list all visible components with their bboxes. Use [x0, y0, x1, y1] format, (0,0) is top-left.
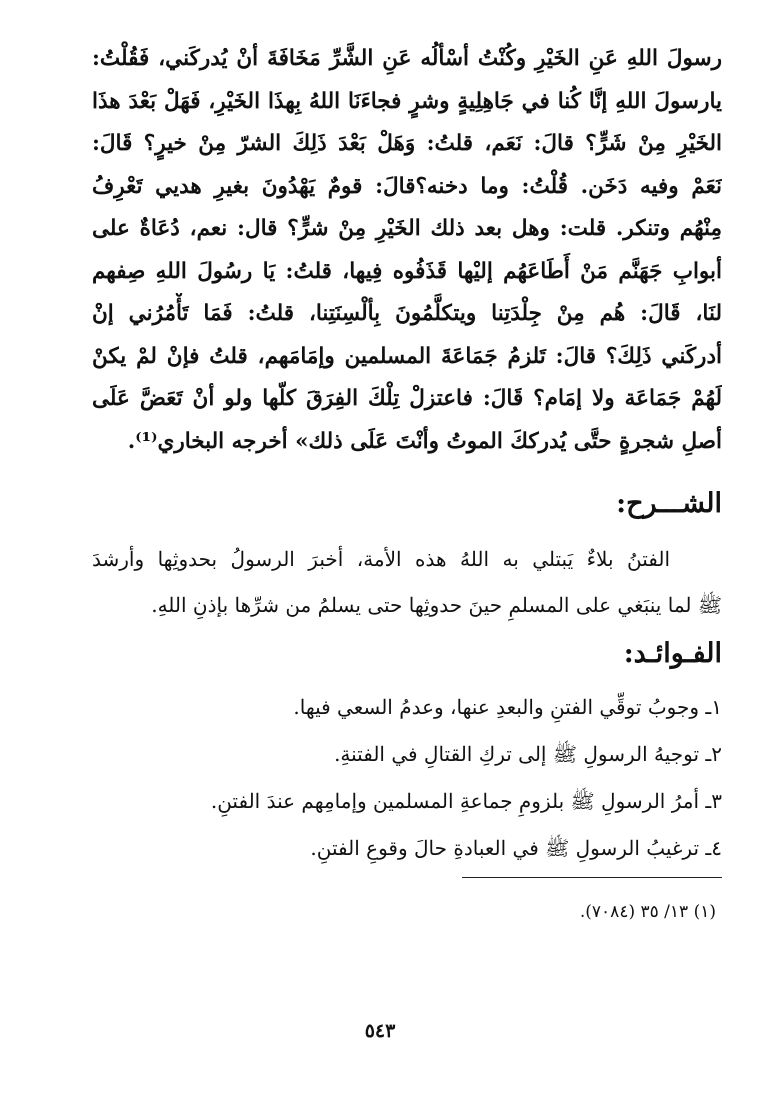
fawaid-list: [92, 684, 722, 872]
footnote: (١) ١٣/ ٣٥ (٧٠٨٤).: [579, 902, 716, 922]
hadith-line: يارسولَ اللهِ إنَّا كُنا في جَاهِلِيةٍ وشرٍ فجاءَنَا اللهُ بِهذَا الخَيْرِ، فَهَلْ بَعْدَ هذَا: [92, 88, 722, 114]
fawaid-item: ٤ـ ترغيبُ الرسولِ ﷺ في العبادةِ حالَ وقوعِ الفتنِ.: [310, 836, 722, 860]
sharh-line: الفتنُ بلاءٌ يَبتلي به اللهُ هذه الأمة، أخبرَ الرسولُ بحدوثِها وأرشدَ: [92, 547, 670, 571]
hadith-line: مِنْهُم وتنكر. قلت: وهل بعد ذلك الخَيْرِ مِنْ شرٍّ؟ قال: نعم، دُعَاةٌ على: [92, 216, 722, 241]
hadith-line: لنَا، قَالَ: هُم مِنْ جِلْدَتِنا ويتكلَّمُونَ بِألْسِنَتِنا، قلتُ: فَمَا تَأْمُرُني إنْ: [92, 301, 722, 326]
fawaid-item: ٢ـ توجيهُ الرسولِ ﷺ إلى تركِ القتالِ في الفتنةِ.: [334, 742, 722, 766]
hadith-text: [92, 38, 722, 463]
sharh-heading: الشـــرح:: [616, 488, 722, 519]
hadith-line: أبوابِ جَهَنَّم مَنْ أَطَاعَهُم إليْها قَذَفُوه فِيها، قلتُ: يَا رسُولَ اللهِ صِفهم: [92, 258, 722, 284]
footnote-divider: [462, 877, 722, 878]
fawaid-item: ٣ـ أمرُ الرسولِ ﷺ بلزومِ جماعةِ المسلمين وإمامِهم عندَ الفتنِ.: [210, 789, 722, 813]
sharh-line: ﷺ لما ينبَغي على المسلمِ حينَ حدوثِها حتى يسلمُ من شرِّها بإذنِ اللهِ.: [151, 593, 722, 617]
fawaid-heading: الفـوائـد:: [623, 638, 722, 669]
hadith-line: الخَيْرِ مِنْ شَرٍّ؟ قالَ: نَعَم، قلتُ: وَهَلْ بَعْدَ ذَلِكَ الشرّ مِنْ خيرٍ؟ قَالَ:: [92, 131, 722, 156]
hadith-line: أصلِ شجرةٍ حتَّى يُدرككَ الموتُ وأنْتَ عَلَى ذلك» أخرجه البخاري⁽¹⁾.: [127, 428, 722, 454]
hadith-line: أدركَني ذَلِكَ؟ قالَ: تَلزمُ جَمَاعَةَ المسلمين وإمَامَهم، قلتُ فإنْ لمْ يكنْ: [92, 343, 722, 369]
page-number: ٥٤٣: [364, 1020, 396, 1042]
hadith-line: لَهُمْ جَمَاعَة ولا إمَام؟ قَالَ: فاعتزلْ تِلْكَ الفِرَقَ كلّها ولو أنْ تَعَضَّ عَلَى: [92, 386, 722, 411]
hadith-line: رسولَ اللهِ عَنِ الخَيْرِ وكُنْتُ أسْألُه عَنِ الشَّرِّ مَخَافَةَ أنْ يُدركَني، فَقُلْتُ:: [92, 46, 722, 71]
hadith-line: نَعَمْ وفيه دَخَن. قُلْتُ: وما دخنه؟قالَ: قومٌ يَهْدُونَ بغيرِ هديي تَعْرِفُ: [92, 173, 722, 199]
sharh-paragraph: [92, 536, 722, 628]
fawaid-item: ١ـ وجوبُ توقِّي الفتنِ والبعدِ عنها، وعدمُ السعي فيها.: [293, 695, 722, 719]
